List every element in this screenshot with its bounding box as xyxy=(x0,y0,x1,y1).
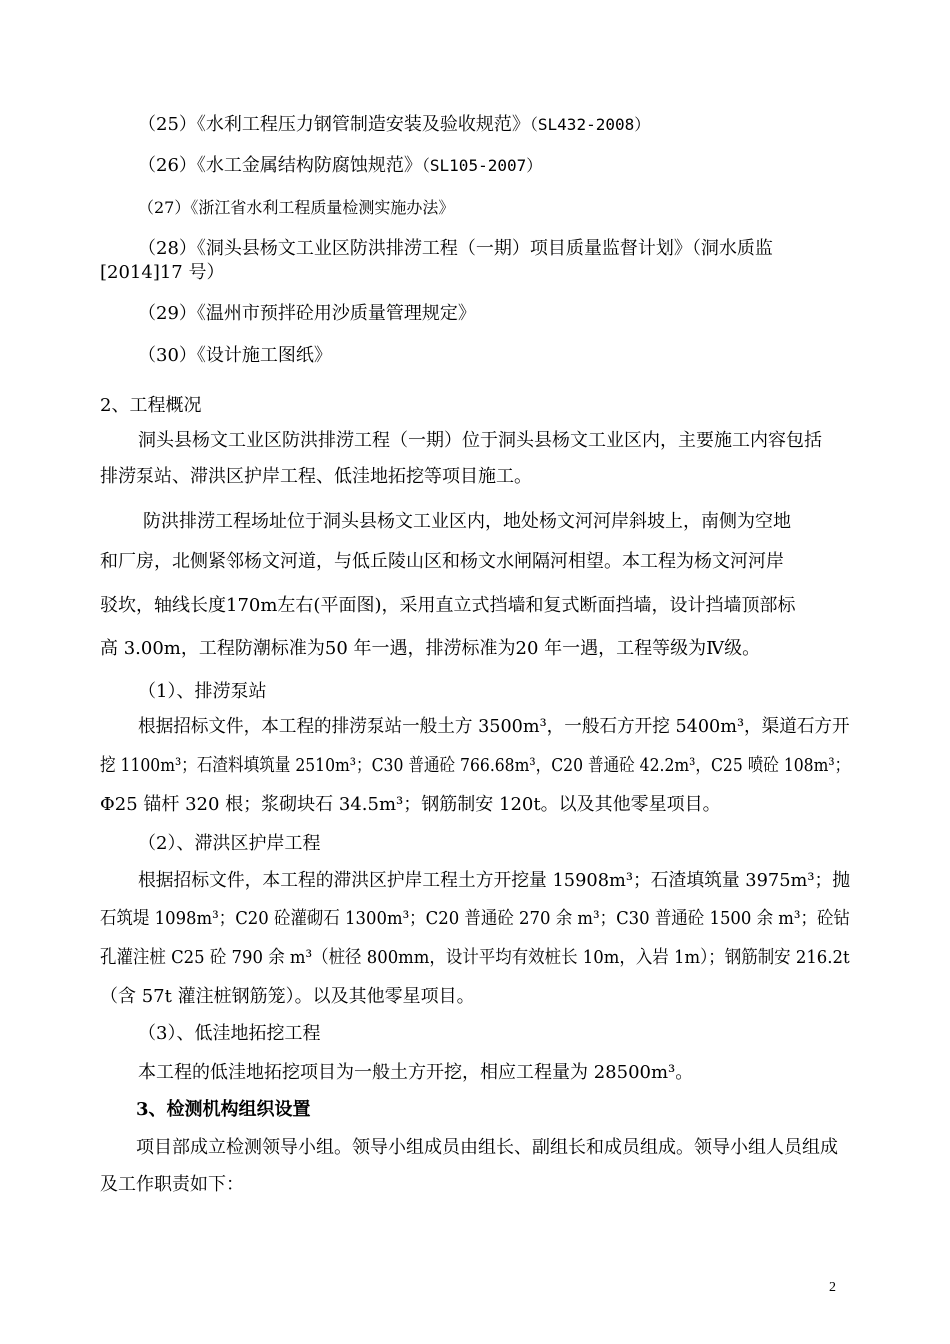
page-number: 2 xyxy=(829,1280,836,1295)
sub1-heading: （1）、排涝泵站 xyxy=(138,681,267,702)
ref-item-29: （29）《温州市预拌砼用沙质量管理规定》 xyxy=(138,303,476,324)
s2-p1-line1: 洞头县杨文工业区防洪排涝工程（一期）位于洞头县杨文工业区内，主要施工内容包括 xyxy=(138,430,822,451)
sub2-line3: 孔灌注桩 C25 砼 790 余 m³（桩径 800mm，设计平均有效桩长 10m，入岩 1m）；钢筋制安 216.2t xyxy=(100,947,850,968)
section-3-heading: 3、检测机构组织设置 xyxy=(136,1099,311,1120)
sub1-line1: 根据招标文件，本工程的排涝泵站一般土方 3500m³，一般石方开挖 5400m³，渠道石方开 xyxy=(138,716,850,737)
s3-line1: 项目部成立检测领导小组。领导小组成员由组长、副组长和成员组成。领导小组人员组成 xyxy=(136,1137,838,1158)
sub2-heading: （2）、滞洪区护岸工程 xyxy=(138,833,321,854)
sub2-line1: 根据招标文件，本工程的滞洪区护岸工程土方开挖量 15908m³；石渣填筑量 3975m³；抛 xyxy=(138,870,851,891)
ref-item-28: （28）《洞头县杨文工业区防洪排涝工程（一期）项目质量监督计划》（洞水质监 xyxy=(138,238,773,259)
sub3-heading: （3）、低洼地拓挖工程 xyxy=(138,1023,321,1044)
s2-p2-line3: 驳坎，轴线长度170m左右(平面图)，采用直立式挡墙和复式断面挡墙，设计挡墙顶部标 xyxy=(100,595,796,616)
sub1-line2: 挖 1100m³；石渣料填筑量 2510m³；C30 普通砼 766.68m³，C20 普通砼 42.2m³，C25 喷砼 108m³； xyxy=(100,755,851,776)
ref-item-30: （30）《设计施工图纸》 xyxy=(138,345,332,366)
s2-p2-line4: 高 3.00m，工程防潮标准为50 年一遇，排涝标准为20 年一遇，工程等级为Ⅳ级。 xyxy=(100,638,761,659)
ref-item-27: （27）《浙江省水利工程质量检测实施办法》 xyxy=(138,198,455,217)
sub2-line2: 石筑堤 1098m³；C20 砼灌砌石 1300m³；C20 普通砼 270 余 m³；C30 普通砼 1500 余 m³；砼钻 xyxy=(100,908,850,929)
ref-item-25: （25）《水利工程压力钢管制造安装及验收规范》（SL432-2008） xyxy=(138,114,651,135)
s2-p2-line2: 和厂房，北侧紧邻杨文河道，与低丘陵山区和杨文水闸隔河相望。本工程为杨文河河岸 xyxy=(100,551,784,572)
sub2-line4: （含 57t 灌注桩钢筋笼）。以及其他零星项目。 xyxy=(100,986,475,1007)
sub3-line1: 本工程的低洼地拓挖项目为一般土方开挖，相应工程量为 28500m³。 xyxy=(138,1062,694,1083)
section-2-heading: 2、工程概况 xyxy=(100,395,202,416)
ref-item-26: （26）《水工金属结构防腐蚀规范》（SL105-2007） xyxy=(138,155,543,176)
ref-item-28-cont: [2014]17 号） xyxy=(100,262,225,283)
sub1-line3: Φ25 锚杆 320 根；浆砌块石 34.5m³；钢筋制安 120t。以及其他零星项目。 xyxy=(100,794,721,815)
s3-line2: 及工作职责如下： xyxy=(100,1174,244,1195)
s2-p2-line1: 防洪排涝工程场址位于洞头县杨文工业区内，地处杨文河河岸斜坡上，南侧为空地 xyxy=(143,511,791,532)
s2-p1-line2: 排涝泵站、滞洪区护岸工程、低洼地拓挖等项目施工。 xyxy=(100,466,532,487)
